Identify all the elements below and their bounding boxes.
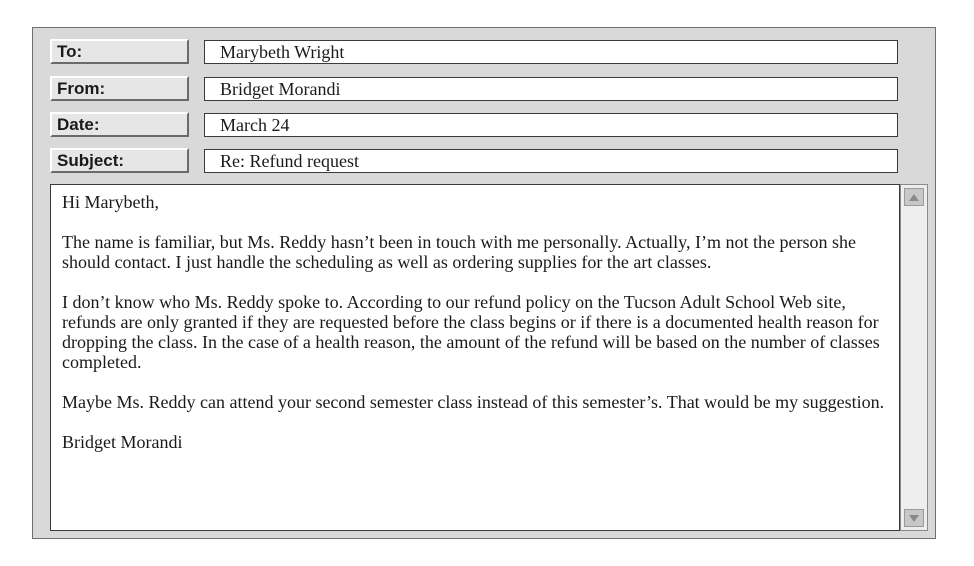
vertical-scrollbar[interactable]: [900, 184, 928, 531]
from-field[interactable]: Bridget Morandi: [204, 77, 898, 101]
date-label: Date:: [50, 112, 189, 137]
subject-label: Subject:: [50, 148, 189, 173]
scroll-down-button[interactable]: [904, 509, 924, 527]
date-field[interactable]: March 24: [204, 113, 898, 137]
message-paragraph-1: The name is familiar, but Ms. Reddy hasn’t been in touch with me personally. Actually, I’m not the person she should contact. I just handle the scheduling as well as ordering supplies for the art classes.: [62, 232, 856, 272]
to-label: To:: [50, 39, 189, 64]
signature: Bridget Morandi: [62, 432, 183, 452]
email-window: [32, 27, 936, 539]
message-body[interactable]: [50, 184, 900, 531]
message-paragraph-2: I don’t know who Ms. Reddy spoke to. According to our refund policy on the Tucson Adult School Web site, refunds are only granted if they are requested before the class begins or if there is a documented health reason for dropping the class. In the case of a health reason, the amount of the refund will be based on the number of classes completed.: [62, 292, 880, 372]
from-label: From:: [50, 76, 189, 101]
scroll-up-button[interactable]: [904, 188, 924, 206]
to-field[interactable]: Marybeth Wright: [204, 40, 898, 64]
triangle-up-icon: [909, 194, 919, 201]
greeting: Hi Marybeth,: [62, 192, 159, 212]
message-paragraph-3: Maybe Ms. Reddy can attend your second semester class instead of this semester’s. That would be my suggestion.: [62, 392, 885, 412]
subject-field[interactable]: Re: Refund request: [204, 149, 898, 173]
triangle-down-icon: [909, 515, 919, 522]
